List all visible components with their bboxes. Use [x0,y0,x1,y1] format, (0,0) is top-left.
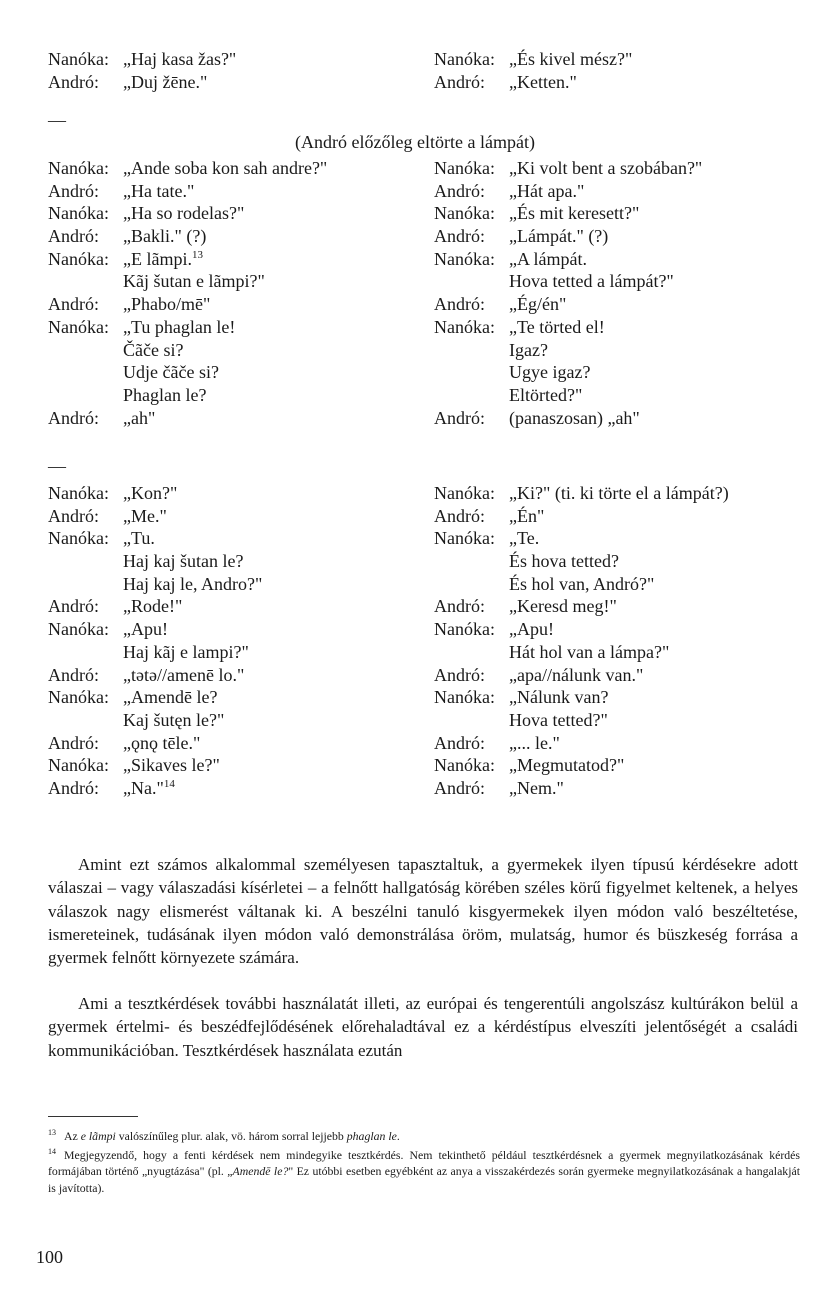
utterance: „Ég/én" [509,294,567,315]
utterance: „... le." [509,732,560,753]
speaker-label: Andró: [48,777,99,798]
utterance: (panaszosan) „ah" [509,407,640,428]
utterance: „Ha so rodelas?" [123,203,245,224]
utterance-text [123,157,327,180]
utterance-text [123,754,220,777]
speaker-label: Nanóka: [434,248,495,269]
utterance: „És kivel mész?" [509,49,633,69]
utterance: „Na." [123,777,164,798]
dialogue-line [434,270,814,293]
speaker-label: Andró: [48,407,99,428]
section-dash: — [48,110,66,130]
dialogue-line [434,686,814,709]
dialogue-seg2-left [48,157,420,429]
dialogue-line [434,527,814,550]
dialogue-line [48,316,420,339]
utterance: Igaz? [509,339,548,360]
footnote-text: . [396,1129,400,1143]
utterance: „Bakli." (?) [123,226,207,247]
speaker-label: Andró: [48,596,99,617]
utterance-text [509,407,640,430]
footnote-mark: 14 [48,1147,56,1157]
utterance: Haj kaj šutan le? [123,551,244,572]
speaker-label: Andró: [48,71,99,92]
utterance-text [123,361,219,384]
dialogue-line [48,777,420,800]
dialogue-line [434,293,814,316]
footnote-mark: 13 [48,1128,56,1138]
dialogue-line [48,709,420,732]
dialogue-line [434,482,814,505]
utterance: És hol van, Andró?" [509,573,655,594]
footnote-text: Az [64,1129,81,1143]
speaker-label: Andró: [434,294,485,315]
utterance-text [123,339,183,362]
utterance-text [123,270,265,293]
dialogue-line [48,550,420,573]
utterance-text [509,527,539,550]
utterance-text [509,664,643,687]
speaker-label: Nanóka: [434,158,495,178]
dialogue-line [434,407,814,430]
speaker-label: Andró: [48,180,99,201]
footnote-italic: e lãmpi [80,1129,116,1143]
utterance: „Te törted el! [509,316,605,337]
dialogue-seg1-left [48,48,420,93]
utterance: És hova tetted? [509,551,619,572]
speaker-label: Andró: [434,226,485,247]
utterance: „Tu phaglan le! [123,316,236,337]
footnote-divider [48,1116,138,1117]
dialogue-line [434,641,814,664]
dialogue-line [434,316,814,339]
utterance-text [509,732,560,755]
utterance-text [509,709,608,732]
utterance: „ah" [123,407,156,428]
dialogue-line [434,361,814,384]
footnote-text: Megjegyzendő, hogy a fenti kérdések nem mindegyike tesztkérdés. Nem tekinthető például tesztkérdésnek a gyermek megnyilatkozásának kérdés formájában történő „nyugtázása" (pl. „ [48,1148,800,1179]
dialogue-seg3-left [48,482,420,800]
utterance: Haj kãj e lampi?" [123,641,249,662]
dialogue-line [434,48,814,71]
utterance-text [123,202,244,225]
dialogue-line [434,248,814,271]
dialogue-line [434,384,814,407]
speaker-label: Andró: [434,505,485,526]
speaker-label: Nanóka: [434,755,495,776]
footnote-text: " Ez utóbbi esetben egyébként az anya a visszakérdezés során gyermeke megnyilatkozásának a hangalakját is javította). [48,1164,800,1195]
dialogue-seg1-right [434,48,814,93]
utterance-text [509,595,617,618]
speaker-label: Andró: [434,777,485,798]
dialogue-line [48,48,420,71]
utterance-text [509,48,632,71]
dialogue-line [48,641,420,664]
utterance-text [123,316,235,339]
utterance-text [509,777,564,800]
speaker-label: Andró: [48,732,99,753]
footnote-14 [48,1147,800,1196]
utterance-text [509,316,605,339]
dialogue-line [434,732,814,755]
speaker-label: Nanóka: [434,203,495,224]
utterance-text [509,270,674,293]
utterance-text [123,384,206,407]
utterance: „Te. [509,528,540,549]
utterance: „apa//nálunk van." [509,664,644,685]
utterance-text [509,573,654,596]
dialogue-line [48,732,420,755]
utterance-text [509,157,702,180]
utterance: „tətə//amenē lo." [123,664,245,685]
utterance-text [123,225,206,248]
footnote-italic: Amendē le? [232,1164,289,1179]
utterance: „Keresd meg!" [509,596,617,617]
utterance: Udje čãče si? [123,362,219,383]
page-number: 100 [36,1247,63,1267]
speaker-label: Andró: [48,664,99,685]
utterance-text [123,248,203,271]
body-paragraph: Amint ezt számos alkalommal személyesen tapasztaltuk, a gyermekek ilyen típusú kérdésekre adott válaszai – vagy válaszadási kísérletei – a felnőtt hallgatóság körében széles körű figyelmet keltenek, a helyes válaszok nagy elismerést váltanak ki. A beszélni tanuló kisgyermekek ilyen módon való beszéltetése, ismereteinek, tudásának ilyen módon való demonstrálása öröm, mulatság, humor és büszkeség forrása a gyermek felnőtt környezete számára. [48,855,798,968]
dialogue-line [48,157,420,180]
utterance: „Apu! [123,619,168,640]
utterance-text [123,686,217,709]
dialogue-line [434,754,814,777]
utterance-text [123,482,177,505]
dialogue-line [48,407,420,430]
dialogue-seg2-right [434,157,814,429]
speaker-label: Andró: [434,596,485,617]
speaker-label: Nanóka: [434,528,495,549]
dialogue-line [48,505,420,528]
utterance: Hova tetted a lámpát?" [509,271,674,292]
dialogue-line [434,618,814,641]
dialogue-line [48,202,420,225]
utterance: „Nálunk van? [509,687,609,708]
utterance: „Lámpát." (?) [509,226,609,247]
dialogue-line [434,664,814,687]
utterance-text [123,573,262,596]
speaker-label: Andró: [48,294,99,315]
speaker-label: Nanóka: [48,528,109,549]
utterance-text [123,407,155,430]
utterance: „Rode!" [123,596,183,617]
utterance-text [509,505,544,528]
speaker-label: Nanóka: [48,49,109,69]
utterance-text [509,248,587,271]
speaker-label: Nanóka: [48,755,109,776]
body-paragraph: Ami a tesztkérdések további használatát illeti, az európai és tengerentúli angolszász kultúrákon belül a gyermek értelmi- és beszédfejlődésének előrehaladtával ez a kérdéstípus elveszíti jelentőségét a családi kommunikációban. Tesztkérdések használata ezután [48,994,798,1060]
speaker-label: Nanóka: [434,687,495,708]
utterance: „Tu. [123,528,155,549]
speaker-label: Nanóka: [434,483,495,503]
utterance-text [123,618,168,641]
dialogue-line [434,550,814,573]
utterance-text [509,71,577,94]
utterance-text [123,595,182,618]
utterance: Hát hol van a lámpa?" [509,641,670,662]
utterance-text [123,777,175,800]
speaker-label: Nanóka: [48,158,109,178]
utterance: „Hát apa." [509,180,585,201]
utterance: „Én" [509,505,545,526]
utterance: „Megmutatod?" [509,755,625,776]
utterance: Kaj šutęn le?" [123,709,225,730]
utterance: „Ha tate." [123,180,195,201]
dialogue-line [48,384,420,407]
utterance: „A lámpát. [509,248,587,269]
footnote-reference: 13 [191,248,203,261]
dialogue-line [48,270,420,293]
utterance: Eltörted?" [509,384,583,405]
utterance: „Ketten." [509,71,577,92]
utterance: Hova tetted?" [509,709,608,730]
utterance-text [123,550,243,573]
utterance-text [123,505,167,528]
speaker-label: Andró: [434,407,485,428]
speaker-label: Andró: [48,505,99,526]
footnote-text: valószínűleg plur. alak, vö. három sorral lejjebb [115,1129,347,1143]
speaker-label: Nanóka: [48,316,109,337]
utterance-text [509,482,729,505]
dialogue-line [48,482,420,505]
dialogue-line [48,595,420,618]
utterance: Čãče si? [123,339,184,360]
utterance-text [509,384,582,407]
dialogue-line [48,754,420,777]
dialogue-line [48,71,420,94]
dialogue-line [48,248,420,271]
dialogue-line [48,339,420,362]
dialogue-line [434,180,814,203]
utterance: „Ki volt bent a szobában?" [509,158,703,178]
speaker-label: Nanóka: [48,248,109,269]
speaker-label: Nanóka: [434,316,495,337]
footnote-13 [48,1128,800,1144]
speaker-label: Andró: [434,180,485,201]
utterance: „Duj žēne." [123,71,208,92]
dialogue-line [434,157,814,180]
dialogue-line [48,293,420,316]
utterance-text [123,293,210,316]
utterance-text [123,732,200,755]
dialogue-line [48,225,420,248]
speaker-label: Nanóka: [434,49,495,69]
dialogue-line [434,709,814,732]
utterance: „És mit keresett?" [509,203,640,224]
utterance: Haj kaj le, Andro?" [123,573,263,594]
utterance-text [123,641,249,664]
dialogue-line [48,618,420,641]
utterance-text [509,180,584,203]
section-dash: — [48,456,66,476]
speaker-label: Andró: [434,732,485,753]
utterance-text [123,180,194,203]
dialogue-line [434,202,814,225]
dialogue-line [48,361,420,384]
dialogue-line [48,180,420,203]
footnote-reference: 14 [163,777,175,790]
utterance-text [123,48,236,71]
utterance-text [509,225,608,248]
utterance-text [509,339,548,362]
footnote-italic: phaglan le [346,1129,397,1143]
dialogue-line [48,573,420,596]
speaker-label: Nanóka: [48,687,109,708]
utterance-text [509,293,566,316]
utterance-text [123,709,224,732]
utterance: „Ki?" (ti. ki törte el a lámpát?) [509,483,729,503]
speaker-label: Nanóka: [48,619,109,640]
speaker-label: Andró: [434,664,485,685]
utterance: „Phabo/mē" [123,294,211,315]
utterance: Kãj šutan e lãmpi?" [123,271,265,292]
speaker-label: Nanóka: [48,203,109,224]
utterance: „Nem." [509,777,564,798]
utterance: „Haj kasa žas?" [123,49,237,69]
utterance: „Amendē le? [123,687,218,708]
utterance-text [123,664,244,687]
dialogue-line [48,664,420,687]
utterance-text [509,202,639,225]
utterance: „Sikaves le?" [123,755,220,776]
dialogue-line [48,527,420,550]
utterance-text [509,641,669,664]
utterance: „Ande soba kon sah andre?" [123,158,328,178]
utterance: „Kon?" [123,483,178,503]
dialogue-line [48,686,420,709]
utterance: „Apu! [509,619,554,640]
scene-note: (Andró előzőleg eltörte a lámpát) [295,132,535,152]
dialogue-line [434,573,814,596]
dialogue-seg3-right [434,482,814,800]
dialogue-line [434,777,814,800]
utterance-text [123,71,207,94]
utterance-text [123,527,155,550]
speaker-label: Andró: [434,71,485,92]
dialogue-line [434,71,814,94]
utterance: „ǫnǫ tēle." [123,732,201,753]
utterance: „E lãmpi. [123,248,192,269]
utterance-text [509,618,554,641]
utterance: Phaglan le? [123,384,207,405]
speaker-label: Andró: [48,226,99,247]
utterance: Ugye igaz? [509,362,591,383]
speaker-label: Nanóka: [434,619,495,640]
dialogue-line [434,505,814,528]
speaker-label: Nanóka: [48,483,109,503]
utterance-text [509,754,624,777]
utterance-text [509,361,590,384]
utterance-text [509,686,608,709]
utterance-text [509,550,619,573]
dialogue-line [434,339,814,362]
utterance: „Me." [123,505,167,526]
dialogue-line [434,595,814,618]
dialogue-line [434,225,814,248]
